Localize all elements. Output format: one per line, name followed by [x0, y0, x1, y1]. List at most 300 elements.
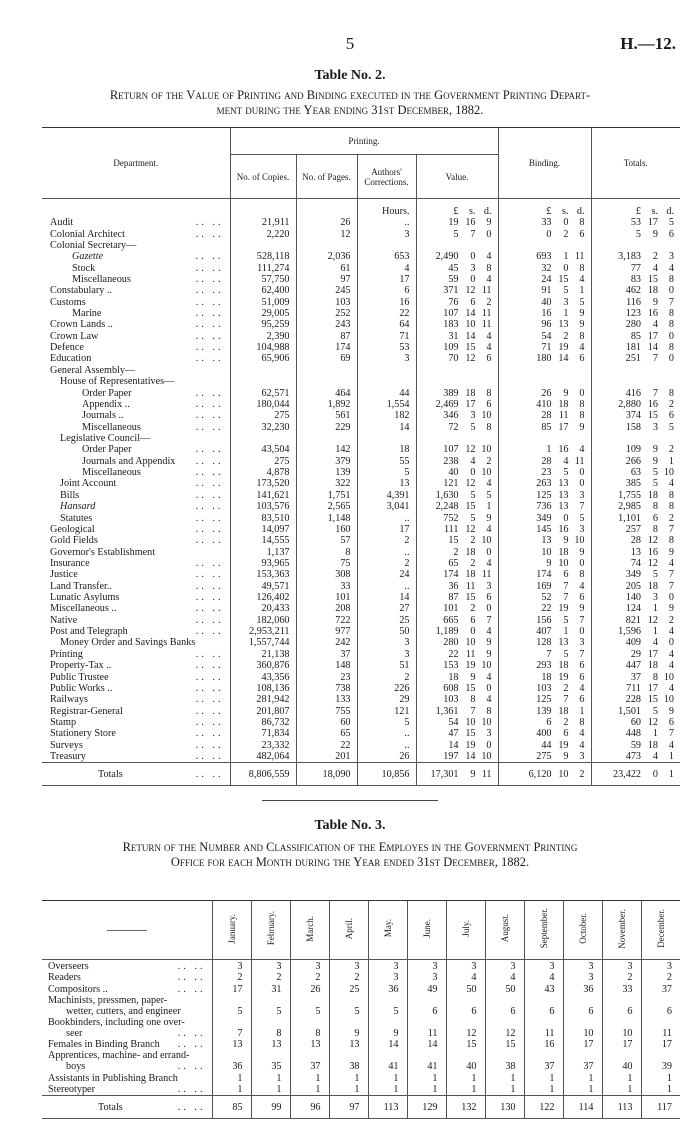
pounds: 83: [630, 273, 641, 285]
department-row: [42, 626, 680, 637]
pence: 2: [486, 296, 492, 308]
pounds: 1,630: [435, 489, 459, 501]
pounds: 19: [448, 217, 459, 229]
shillings: 5: [563, 467, 569, 479]
authors-corrections-cell: ..: [357, 546, 416, 557]
pence: 0: [668, 285, 674, 297]
value-cell: [421, 229, 492, 240]
pounds: 263: [536, 478, 552, 490]
authors-corrections-cell: 64: [357, 319, 416, 330]
department-row: [42, 581, 680, 592]
pounds: 2,248: [435, 501, 459, 513]
pages-cell: 26: [296, 217, 357, 228]
month-count: 37: [563, 1050, 602, 1072]
pence: 4: [486, 251, 492, 263]
value-cell: [421, 637, 492, 648]
month-count: 1: [446, 1084, 485, 1096]
copies-cell: [230, 376, 296, 387]
employe-row: [42, 1017, 680, 1039]
pence: 8: [579, 262, 585, 274]
month-count: 1: [251, 1072, 290, 1084]
pages-cell: 977: [296, 626, 357, 637]
department-name: Hansard: [60, 501, 96, 513]
department-row: [42, 660, 680, 671]
leader-dots: .. ..: [195, 751, 224, 763]
month-header: [563, 901, 602, 960]
binding-cell: [514, 444, 585, 455]
pounds: 205: [625, 580, 641, 592]
pence: 8: [668, 387, 674, 399]
pence: 6: [486, 353, 492, 365]
month-total: 97: [329, 1096, 368, 1119]
pounds: 44: [541, 739, 552, 751]
shillings: 0: [563, 512, 569, 524]
shillings: 12: [465, 444, 476, 456]
pounds: 47: [448, 728, 459, 740]
month-count: 6: [407, 995, 446, 1017]
pounds: 752: [443, 512, 459, 524]
shillings: 3: [563, 296, 569, 308]
department-row: [42, 717, 680, 728]
pounds: 1,596: [618, 626, 641, 638]
shillings: 16: [647, 308, 658, 320]
binding-cell: [514, 626, 585, 637]
totals-authors-corrections: 10,856: [357, 763, 416, 786]
month-label: December.: [655, 909, 666, 948]
value-cell: [421, 365, 492, 376]
pence: 0: [486, 228, 492, 240]
total-cell: [603, 603, 674, 614]
copies-cell: 71,834: [230, 728, 296, 739]
pence: 8: [668, 308, 674, 320]
department-name: Crown Law: [50, 330, 99, 342]
month-count: 36: [368, 983, 407, 995]
value-cell: [421, 706, 492, 717]
month-count: 41: [368, 1050, 407, 1072]
department-name: Native: [50, 614, 78, 626]
total-cell: [603, 217, 674, 228]
employe-row: [42, 1084, 680, 1096]
shillings: 13: [558, 319, 569, 331]
pence: 6: [579, 660, 585, 672]
month-label: February.: [265, 911, 276, 946]
pence: 7: [579, 614, 585, 626]
value-cell: [421, 558, 492, 569]
month-count: 38: [329, 1050, 368, 1072]
month-count: 10: [602, 1017, 641, 1039]
pence: 4: [486, 342, 492, 354]
department-row: [42, 751, 680, 763]
leader-dots: .. ..: [177, 1061, 206, 1072]
department-name: Land Transfer..: [50, 580, 112, 592]
month-count: 6: [485, 995, 524, 1017]
shillings: 3: [470, 262, 476, 274]
pence: 8: [579, 716, 585, 728]
authors-corrections-cell: 4,391: [357, 490, 416, 501]
pounds: 28: [541, 455, 552, 467]
copies-cell: 2,220: [230, 228, 296, 239]
pages-cell: 322: [296, 478, 357, 489]
pence: 2: [668, 444, 674, 456]
shillings: 15: [558, 273, 569, 285]
pounds: 197: [443, 751, 459, 763]
pence: 7: [668, 523, 674, 535]
pence: 3: [579, 523, 585, 535]
shillings: 2: [563, 716, 569, 728]
department-row: [42, 671, 680, 682]
pages-cell: 37: [296, 649, 357, 660]
pounds: 410: [536, 398, 552, 410]
section-divider: [262, 800, 438, 801]
pence: 6: [486, 398, 492, 410]
pence: 9: [579, 308, 585, 320]
copies-cell: 2,390: [230, 331, 296, 342]
value-cell: [421, 751, 492, 762]
pence: 8: [486, 387, 492, 399]
month-total: 122: [524, 1096, 563, 1119]
shillings: 3: [470, 410, 476, 422]
pence: 4: [579, 728, 585, 740]
value-cell: [421, 263, 492, 274]
pence: 8: [668, 319, 674, 331]
pounds: 174: [443, 569, 459, 581]
pounds: 109: [443, 342, 459, 354]
total-cell: [603, 751, 674, 762]
total-cell: [603, 501, 674, 512]
value-cell: [421, 740, 492, 751]
department-row: [42, 444, 680, 455]
authors-corrections-cell: [357, 240, 416, 251]
copies-cell: 1,137: [230, 546, 296, 557]
employe-row: [42, 995, 680, 1017]
shillings: 12: [465, 478, 476, 490]
month-count: 37: [290, 1050, 329, 1072]
pounds: 53: [630, 217, 641, 229]
printing-value-table: [42, 127, 680, 786]
pence: 11: [574, 251, 585, 263]
month-count: 1: [407, 1084, 446, 1096]
authors-corrections-cell: 14: [357, 421, 416, 432]
pounds: 26: [541, 387, 552, 399]
pounds: 116: [626, 296, 641, 308]
shilling-unit: s.: [651, 206, 658, 217]
department-name: Joint Account: [60, 478, 117, 490]
total-cell: [603, 660, 674, 671]
totals-row: [42, 763, 680, 786]
pounds: 5: [635, 228, 641, 240]
shillings: 11: [465, 648, 476, 660]
value-cell: [421, 319, 492, 330]
department-name: Audit: [50, 217, 74, 229]
shillings: 7: [563, 694, 569, 706]
shillings: 5: [652, 467, 658, 479]
pence: 4: [668, 682, 674, 694]
month-total: 113: [368, 1096, 407, 1119]
binding-cell: [514, 297, 585, 308]
month-count: 12: [446, 1017, 485, 1039]
authors-corrections-cell: 121: [357, 705, 416, 716]
copies-cell: 95,259: [230, 319, 296, 330]
total-cell: [603, 535, 674, 546]
pence: 8: [579, 569, 585, 581]
month-count: 6: [563, 995, 602, 1017]
month-count: 3: [524, 960, 563, 972]
value-cell: [421, 660, 492, 671]
pounds: 124: [625, 603, 641, 615]
pence: 1: [668, 455, 674, 467]
pounds: 40: [448, 467, 459, 479]
department-row: [42, 274, 680, 285]
copies-cell: 141,621: [230, 490, 296, 501]
pence: 8: [579, 217, 585, 229]
department-name: Marine: [72, 308, 102, 320]
month-count: 5: [368, 995, 407, 1017]
month-count: 2: [329, 972, 368, 984]
pages-cell: 464: [296, 387, 357, 398]
pounds: 139: [536, 705, 552, 717]
pence: 4: [579, 682, 585, 694]
month-label: May.: [382, 919, 393, 938]
department-row: [42, 546, 680, 557]
pounds: 371: [443, 285, 459, 297]
month-count: 26: [290, 983, 329, 995]
binding-cell: [514, 365, 585, 376]
shillings: 12: [647, 557, 658, 569]
month-count: 40: [602, 1050, 641, 1072]
binding-cell: [514, 353, 585, 364]
total-cell: [603, 524, 674, 535]
value-cell: [421, 694, 492, 705]
table2-caption-line2: ment during the Year ending 31st December, 1882.: [216, 103, 484, 117]
pence: 8: [579, 330, 585, 342]
month-count: 1: [290, 1084, 329, 1096]
leader-dots: .. ..: [195, 296, 224, 308]
department-name: Colonial Secretary—: [50, 239, 137, 251]
month-count: 17: [563, 1039, 602, 1051]
shillings: 5: [652, 705, 658, 717]
leader-dots: .. ..: [177, 1084, 206, 1095]
authors-corrections-cell: [357, 433, 416, 444]
pounds: 13: [541, 535, 552, 547]
shillings: 15: [465, 728, 476, 740]
month-count: 6: [602, 995, 641, 1017]
value-cell: [421, 672, 492, 683]
copies-cell: 43,356: [230, 671, 296, 682]
value-cell: [421, 524, 492, 535]
authors-corrections-cell: 55: [357, 456, 416, 467]
employe-class-label: boys: [66, 1061, 86, 1072]
leader-dots: .. ..: [195, 682, 224, 694]
month-header: [602, 901, 641, 960]
month-total: 132: [446, 1096, 485, 1119]
pence: 1: [579, 705, 585, 717]
month-total: 129: [407, 1096, 446, 1119]
shillings: 6: [563, 728, 569, 740]
pence: 6: [579, 671, 585, 683]
month-count: 14: [368, 1039, 407, 1051]
pence: 10: [481, 716, 492, 728]
shillings: 12: [647, 535, 658, 547]
pence: 4: [668, 262, 674, 274]
dept-header: Department.: [42, 128, 230, 199]
leader-dots: .. ..: [195, 410, 224, 422]
pounds: 14: [448, 739, 459, 751]
pounds: 91: [541, 285, 552, 297]
pence: 9: [668, 603, 674, 615]
leader-dots: .. ..: [195, 535, 224, 547]
binding-cell: [514, 285, 585, 296]
month-count: 1: [407, 1072, 446, 1084]
leader-dots: .. ..: [195, 398, 224, 410]
shillings: 13: [558, 478, 569, 490]
total-cell: [603, 558, 674, 569]
value-cell: [421, 592, 492, 603]
leader-dots: .. ..: [195, 557, 224, 569]
shillings: 3: [652, 592, 658, 604]
month-label: September.: [538, 908, 549, 949]
binding-header: Binding.: [498, 128, 591, 199]
copies-cell: 103,576: [230, 501, 296, 512]
pence: 10: [663, 467, 674, 479]
employe-row: [42, 972, 680, 984]
authors-corrections-cell: 5: [357, 717, 416, 728]
pence: 5: [579, 512, 585, 524]
value-cell: [421, 422, 492, 433]
pages-cell: [296, 376, 357, 387]
pence: 4: [486, 557, 492, 569]
leader-dots: .. ..: [195, 251, 224, 263]
pounds: 1,501: [618, 705, 641, 717]
shillings: 7: [563, 580, 569, 592]
pence: 0: [579, 478, 585, 490]
authors-corrections-cell: 182: [357, 410, 416, 421]
leader-dots: .. ..: [195, 614, 224, 626]
pounds: 74: [630, 557, 641, 569]
pence: 6: [579, 694, 585, 706]
total-cell: [603, 490, 674, 501]
pages-cell: 69: [296, 353, 357, 364]
department-row: [42, 342, 680, 353]
pence: 9: [486, 637, 492, 649]
pence: 3: [579, 489, 585, 501]
value-cell: [421, 388, 492, 399]
pence: 0: [668, 637, 674, 649]
binding-cell: [514, 547, 585, 558]
pence: 7: [668, 728, 674, 740]
value-cell: [421, 331, 492, 342]
department-row: [42, 490, 680, 501]
month-count: 5: [290, 995, 329, 1017]
pence: 3: [579, 637, 585, 649]
copies-cell: [230, 433, 296, 444]
pounds: 107: [443, 308, 459, 320]
total-cell: [603, 388, 674, 399]
pence: 4: [486, 671, 492, 683]
pounds: 2,469: [435, 398, 459, 410]
month-count: 11: [524, 1017, 563, 1039]
shillings: 8: [652, 523, 658, 535]
leader-dots: .. ..: [195, 626, 224, 638]
pence: 8: [579, 398, 585, 410]
pounds: 59: [448, 273, 459, 285]
pence: 6: [579, 592, 585, 604]
pence: 0: [668, 330, 674, 342]
pence: 10: [481, 751, 492, 763]
month-count: 1: [641, 1084, 680, 1096]
month-count: 3: [407, 960, 446, 972]
pence: 0: [486, 682, 492, 694]
leader-dots: .. ..: [195, 467, 224, 479]
leader-dots: .. ..: [195, 421, 224, 433]
shillings: 9: [652, 228, 658, 240]
pence: 9: [668, 546, 674, 558]
pages-cell: 87: [296, 331, 357, 342]
month-count: 14: [407, 1039, 446, 1051]
pence: 2: [486, 455, 492, 467]
binding-cell: [514, 706, 585, 717]
authors-corrections-cell: ..: [357, 217, 416, 228]
pence: 11: [481, 768, 492, 780]
binding-cell: [514, 399, 585, 410]
pounds: 31: [448, 330, 459, 342]
pounds: 85: [630, 330, 641, 342]
pence: 2: [668, 614, 674, 626]
month-count: 11: [641, 1017, 680, 1039]
month-count: 3: [563, 972, 602, 984]
employe-class-header: [42, 901, 212, 960]
authors-corrections-cell: 226: [357, 683, 416, 694]
employe-class-label: Females in Binding Branch: [48, 1039, 160, 1050]
shilling-unit: s.: [561, 206, 569, 217]
leader-dots: .. ..: [195, 716, 224, 728]
shillings: 5: [563, 648, 569, 660]
month-label: June.: [421, 919, 432, 938]
month-label: April.: [343, 917, 354, 940]
pounds: 18: [541, 671, 552, 683]
pounds: 17,301: [430, 768, 459, 780]
pounds: 7: [546, 648, 552, 660]
pence: 0: [579, 467, 585, 479]
total-cell: [603, 263, 674, 274]
pounds: 107: [443, 444, 459, 456]
copies-cell: 29,005: [230, 308, 296, 319]
shillings: 12: [465, 285, 476, 297]
pages-cell: 142: [296, 444, 357, 455]
pence: 6: [486, 592, 492, 604]
pounds: 400: [536, 728, 552, 740]
totals-copies: 8,806,559: [230, 763, 296, 786]
binding-cell: [514, 308, 585, 319]
pence: 4: [486, 478, 492, 490]
department-name: Lunatic Asylums: [50, 592, 120, 604]
month-count: 37: [641, 983, 680, 995]
department-row: [42, 285, 680, 296]
month-count: 3: [368, 960, 407, 972]
shillings: 18: [647, 285, 658, 297]
copies-cell: [230, 240, 296, 251]
total-cell: [603, 422, 674, 433]
total-cell: [603, 365, 674, 376]
department-name: Legislative Council—: [60, 433, 151, 444]
value-cell: [421, 217, 492, 228]
pounds: 6,120: [528, 768, 552, 780]
binding-cell: [514, 319, 585, 330]
pence: 0: [579, 557, 585, 569]
pence: 4: [579, 739, 585, 751]
department-name: Public Trustee: [50, 671, 109, 683]
pence-unit: d.: [666, 206, 674, 217]
leader-dots: .. ..: [195, 523, 224, 535]
